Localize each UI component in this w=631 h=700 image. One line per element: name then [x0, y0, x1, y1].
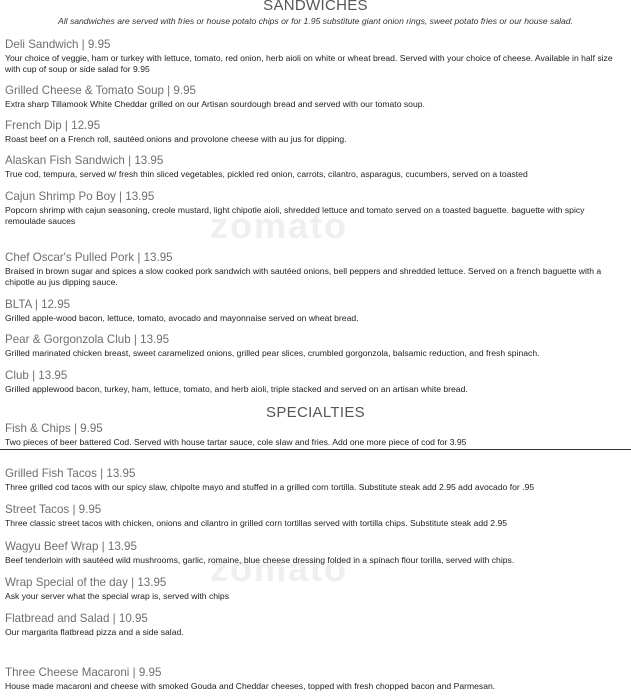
menu-item [5, 467, 625, 493]
watermark-top: zomato [210, 205, 348, 246]
menu-item [5, 333, 625, 359]
item-description: Three grilled cod tacos with our spicy slaw, chipolte mayo and stuffed in a grilled corn tortilla. Substitute steak add 2.95 add avocado for .95 [5, 482, 535, 492]
menu-item [5, 119, 625, 145]
item-description: Ask your server what the special wrap is, served with chips [5, 591, 230, 601]
item-description: Braised in brown sugar and spices a slow cooked pork sandwich with sautéed onions, bell peppers and shredded lettuce. Served on a french baguette with a chipotle au jus dipping sauce. [5, 266, 602, 287]
item-description: Grilled applewood bacon, turkey, ham, lettuce, tomato, and herb aioli, triple stacked and served on an artisan white bread. [5, 384, 468, 394]
item-description: True cod, tempura, served w/ fresh thin sliced vegetables, pickled red onion, carrots, cilantro, asparagus, cucumbers, served on a toasted [5, 169, 528, 179]
item-description: Grilled apple-wood bacon, lettuce, tomato, avocado and mayonnaise served on wheat bread. [5, 313, 359, 323]
item-description: Grilled marinated chicken breast, sweet caramelized onions, grilled pear slices, crumbled gorgonzola, balsamic reduction, and fresh spinach. [5, 348, 540, 358]
watermark-bottom: zomato [210, 548, 348, 589]
item-name: Alaskan Fish Sandwich | 13.95 [5, 154, 164, 167]
menu-item [5, 576, 625, 602]
specialties-heading: SPECIALTIES [266, 404, 365, 421]
page-divider [0, 449, 631, 450]
menu-item [5, 251, 625, 288]
sandwiches-heading: SANDWICHES [263, 0, 368, 14]
item-name: Grilled Fish Tacos | 13.95 [5, 467, 136, 480]
item-name: Deli Sandwich | 9.95 [5, 38, 111, 51]
item-description: Two pieces of beer battered Cod. Served with house tartar sauce, cole slaw and fries. Add one more piece of cod for 3.95 [5, 437, 467, 447]
item-description: Three classic street tacos with chicken, onions and cilantro in grilled corn tortillas served with tortilla chips. Substitute steak add 2.95 [5, 518, 508, 528]
menu-item [5, 503, 625, 529]
menu-item [5, 190, 625, 227]
item-name: Street Tacos | 9.95 [5, 503, 102, 516]
menu-item [5, 38, 625, 75]
item-description: Roast beef on a French roll, sautéed onions and provolone cheese with au jus for dipping. [5, 134, 347, 144]
item-name: Club | 13.95 [5, 369, 68, 382]
sandwiches-intro: All sandwiches are served with fries or house potato chips or for 1.95 substitute giant onion rings, sweet potato fries or our house salad. [58, 16, 573, 26]
item-name: Fish & Chips | 9.95 [5, 422, 103, 435]
item-name: French Dip | 12.95 [5, 119, 101, 132]
item-description: Our margarita flatbread pizza and a side salad. [5, 627, 184, 637]
item-name: Chef Oscar's Pulled Pork | 13.95 [5, 251, 173, 264]
item-description: Extra sharp Tillamook White Cheddar grilled on our Artisan sourdough bread and served with our tomato soup. [5, 99, 425, 109]
item-name: Cajun Shrimp Po Boy | 13.95 [5, 190, 155, 203]
menu-item [5, 369, 625, 395]
item-name: Wagyu Beef Wrap | 13.95 [5, 540, 137, 553]
item-name: Grilled Cheese & Tomato Soup | 9.95 [5, 84, 196, 97]
menu-item [5, 84, 625, 110]
item-name: Three Cheese Macaroni | 9.95 [5, 666, 162, 679]
item-name: Pear & Gorgonzola Club | 13.95 [5, 333, 170, 346]
item-name: Flatbread and Salad | 10.95 [5, 612, 148, 625]
menu-item [5, 422, 625, 448]
menu-item [5, 298, 625, 324]
menu-item [5, 154, 625, 180]
item-description: Your choice of veggie, ham or turkey with lettuce, tomato, red onion, herb aioli on white or wheat bread. Served with your choice of cheese. Available in half size with cup of soup or side salad for 9.95 [5, 53, 613, 74]
menu-item [5, 540, 625, 566]
item-description: Popcorn shrimp with cajun seasoning, creole mustard, light chipotle aioli, shredded lettuce and tomato served on a toasted baguette. baguette with spicy remoulade sauces [5, 205, 585, 226]
item-description: Beef tenderloin with sautéed wild mushrooms, garlic, romaine, blue cheese dressing folded in a spinach flour torilla, served with chips. [5, 555, 515, 565]
item-description: House made macaroni and cheese with smoked Gouda and Cheddar cheeses, topped with fresh chopped bacon and Parmesan. [5, 681, 496, 691]
menu-item [5, 612, 625, 638]
item-name: Wrap Special of the day | 13.95 [5, 576, 167, 589]
menu-item [5, 666, 625, 692]
item-name: BLTA | 12.95 [5, 298, 71, 311]
